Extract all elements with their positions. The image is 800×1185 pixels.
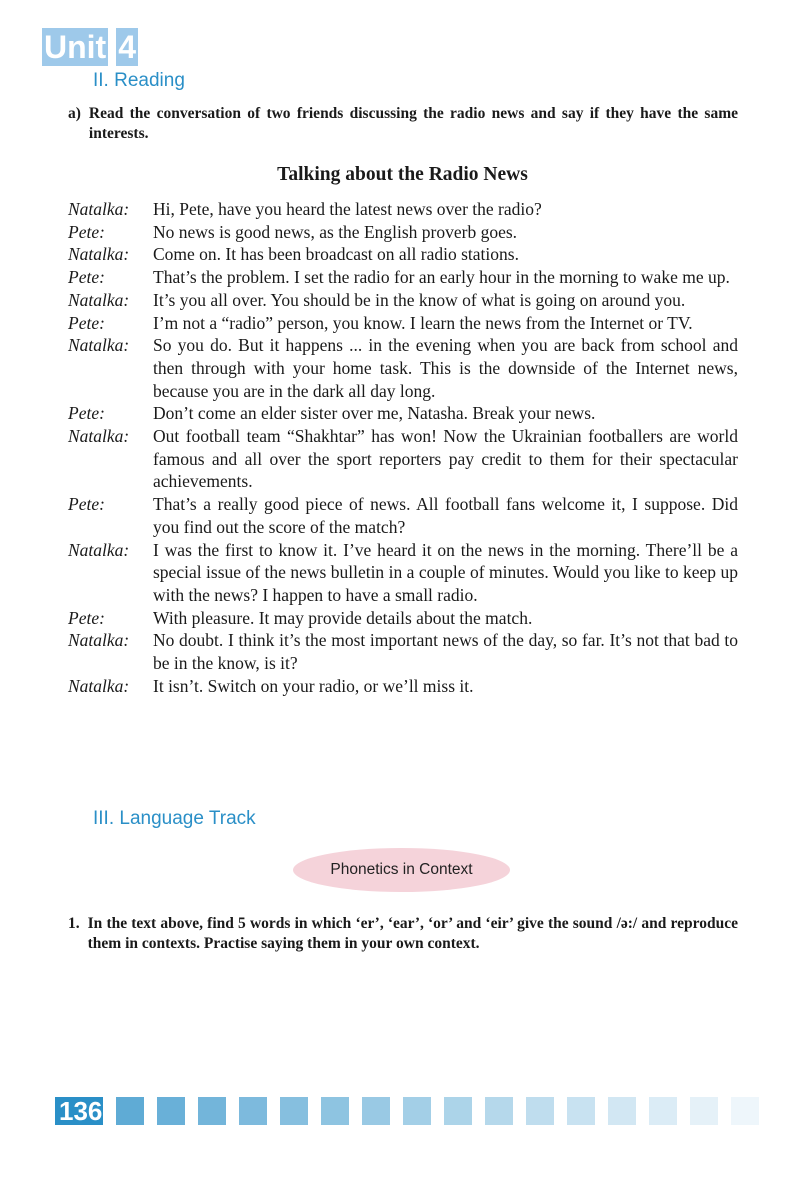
- unit-word: Unit: [44, 29, 107, 65]
- dialogue-line: [68, 334, 738, 402]
- reading-task-label: a): [68, 105, 81, 122]
- utterance: That’s the problem. I set the radio for an early hour in the morning to wake me up.: [153, 267, 730, 288]
- utterance: With pleasure. It may provide details about the match.: [153, 607, 533, 628]
- footer-decor-square: [690, 1097, 718, 1125]
- speaker-name: Pete:: [68, 607, 105, 628]
- language-task: [68, 914, 738, 954]
- unit-number: 4: [118, 29, 136, 65]
- speaker-name: Natalka:: [68, 539, 130, 560]
- utterance: I’m not a “radio” person, you know. I learn the news from the Internet or TV.: [153, 312, 693, 333]
- dialogue-line: [68, 266, 738, 289]
- dialogue: [68, 198, 738, 697]
- utterance: No news is good news, as the English proverb goes.: [153, 221, 518, 242]
- speaker-name: Natalka:: [68, 675, 130, 696]
- footer-decor-square: [403, 1097, 431, 1125]
- speaker-name: Natalka:: [68, 335, 130, 356]
- footer-decor-square: [649, 1097, 677, 1125]
- utterance: I was the first to know it. I’ve heard it on the news in the morning. There’ll be a special issue of the news bulletin in a couple of minutes. Would you like to keep up with the news? I happen to have a small radio.: [153, 539, 738, 605]
- dialogue-line: [68, 675, 738, 698]
- speaker-name: Pete:: [68, 312, 105, 333]
- speaker-name: Natalka:: [68, 630, 130, 651]
- dialogue-line: [68, 289, 738, 312]
- reading-task: [68, 104, 738, 144]
- footer-decor-square: [321, 1097, 349, 1125]
- dialogue-line: [68, 402, 738, 425]
- page-footer: [55, 1097, 800, 1125]
- dialogue-line: [68, 243, 738, 266]
- speaker-name: Natalka:: [68, 199, 130, 219]
- footer-decor-square: [567, 1097, 595, 1125]
- speaker-name: Pete:: [68, 403, 105, 424]
- page-number: 136: [55, 1097, 103, 1125]
- footer-decor-square: [485, 1097, 513, 1125]
- reading-task-text: Read the conversation of two friends discussing the radio news and say if they have the same interests.: [88, 105, 738, 142]
- footer-decor-square: [526, 1097, 554, 1125]
- speaker-name: Pete:: [68, 267, 105, 288]
- footer-decor-square: [116, 1097, 144, 1125]
- dialogue-line: [68, 312, 738, 335]
- language-task-text: In the text above, find 5 words in which ‘er’, ‘ear’, ‘or’ and ‘eir’ give the sound /ə:/ and reproduce them in contexts. Practise saying them in your own context.: [87, 915, 738, 952]
- footer-decor-square: [608, 1097, 636, 1125]
- speaker-name: Pete:: [68, 221, 105, 242]
- footer-decor-square: [198, 1097, 226, 1125]
- speaker-name: Pete:: [68, 494, 105, 515]
- dialogue-line: [68, 493, 738, 538]
- footer-decor-square: [362, 1097, 390, 1125]
- footer-decor-square: [444, 1097, 472, 1125]
- dialogue-line: [68, 629, 738, 674]
- reading-section-title: II. Reading: [93, 70, 185, 91]
- dialogue-line: [68, 539, 738, 607]
- dialogue-line: [68, 425, 738, 493]
- language-task-label: 1.: [68, 915, 80, 932]
- phonetics-badge: Phonetics in Context: [293, 848, 510, 892]
- unit-header: [42, 28, 138, 66]
- footer-decor-square: [239, 1097, 267, 1125]
- dialogue-line: [68, 607, 738, 630]
- utterance: It’s you all over. You should be in the know of what is going on around you.: [153, 289, 686, 310]
- footer-decor-square: [157, 1097, 185, 1125]
- dialogue-line: [68, 198, 738, 221]
- speaker-name: Natalka:: [68, 289, 130, 310]
- speaker-name: Natalka:: [68, 244, 130, 265]
- utterance: Don’t come an elder sister over me, Natasha. Break your news.: [153, 403, 596, 424]
- dialogue-line: [68, 221, 738, 244]
- footer-decor-square: [731, 1097, 759, 1125]
- utterance: Come on. It has been broadcast on all radio stations.: [153, 244, 519, 265]
- language-track-title: III. Language Track: [93, 808, 256, 829]
- speaker-name: Natalka:: [68, 426, 130, 447]
- utterance: So you do. But it happens ... in the evening when you are back from school and then through with your home task. This is the downside of the Internet news, because you are in the dark all day long.: [153, 335, 738, 401]
- utterance: No doubt. I think it’s the most important news of the day, so far. It’s not that bad to be in the know, is it?: [153, 630, 738, 674]
- utterance: Out football team “Shakhtar” has won! Now the Ukrainian footballers are world famous and all over the sport reporters pay credit to them for their spectacular achievements.: [153, 426, 738, 492]
- utterance: That’s a really good piece of news. All football fans welcome it, I suppose. Did you find out the score of the match?: [153, 494, 738, 537]
- footer-decor-square: [280, 1097, 308, 1125]
- utterance: Hi, Pete, have you heard the latest news over the radio?: [153, 199, 542, 219]
- conversation-title: Talking about the Radio News: [277, 164, 528, 185]
- utterance: It isn’t. Switch on your radio, or we’ll miss it.: [153, 675, 474, 696]
